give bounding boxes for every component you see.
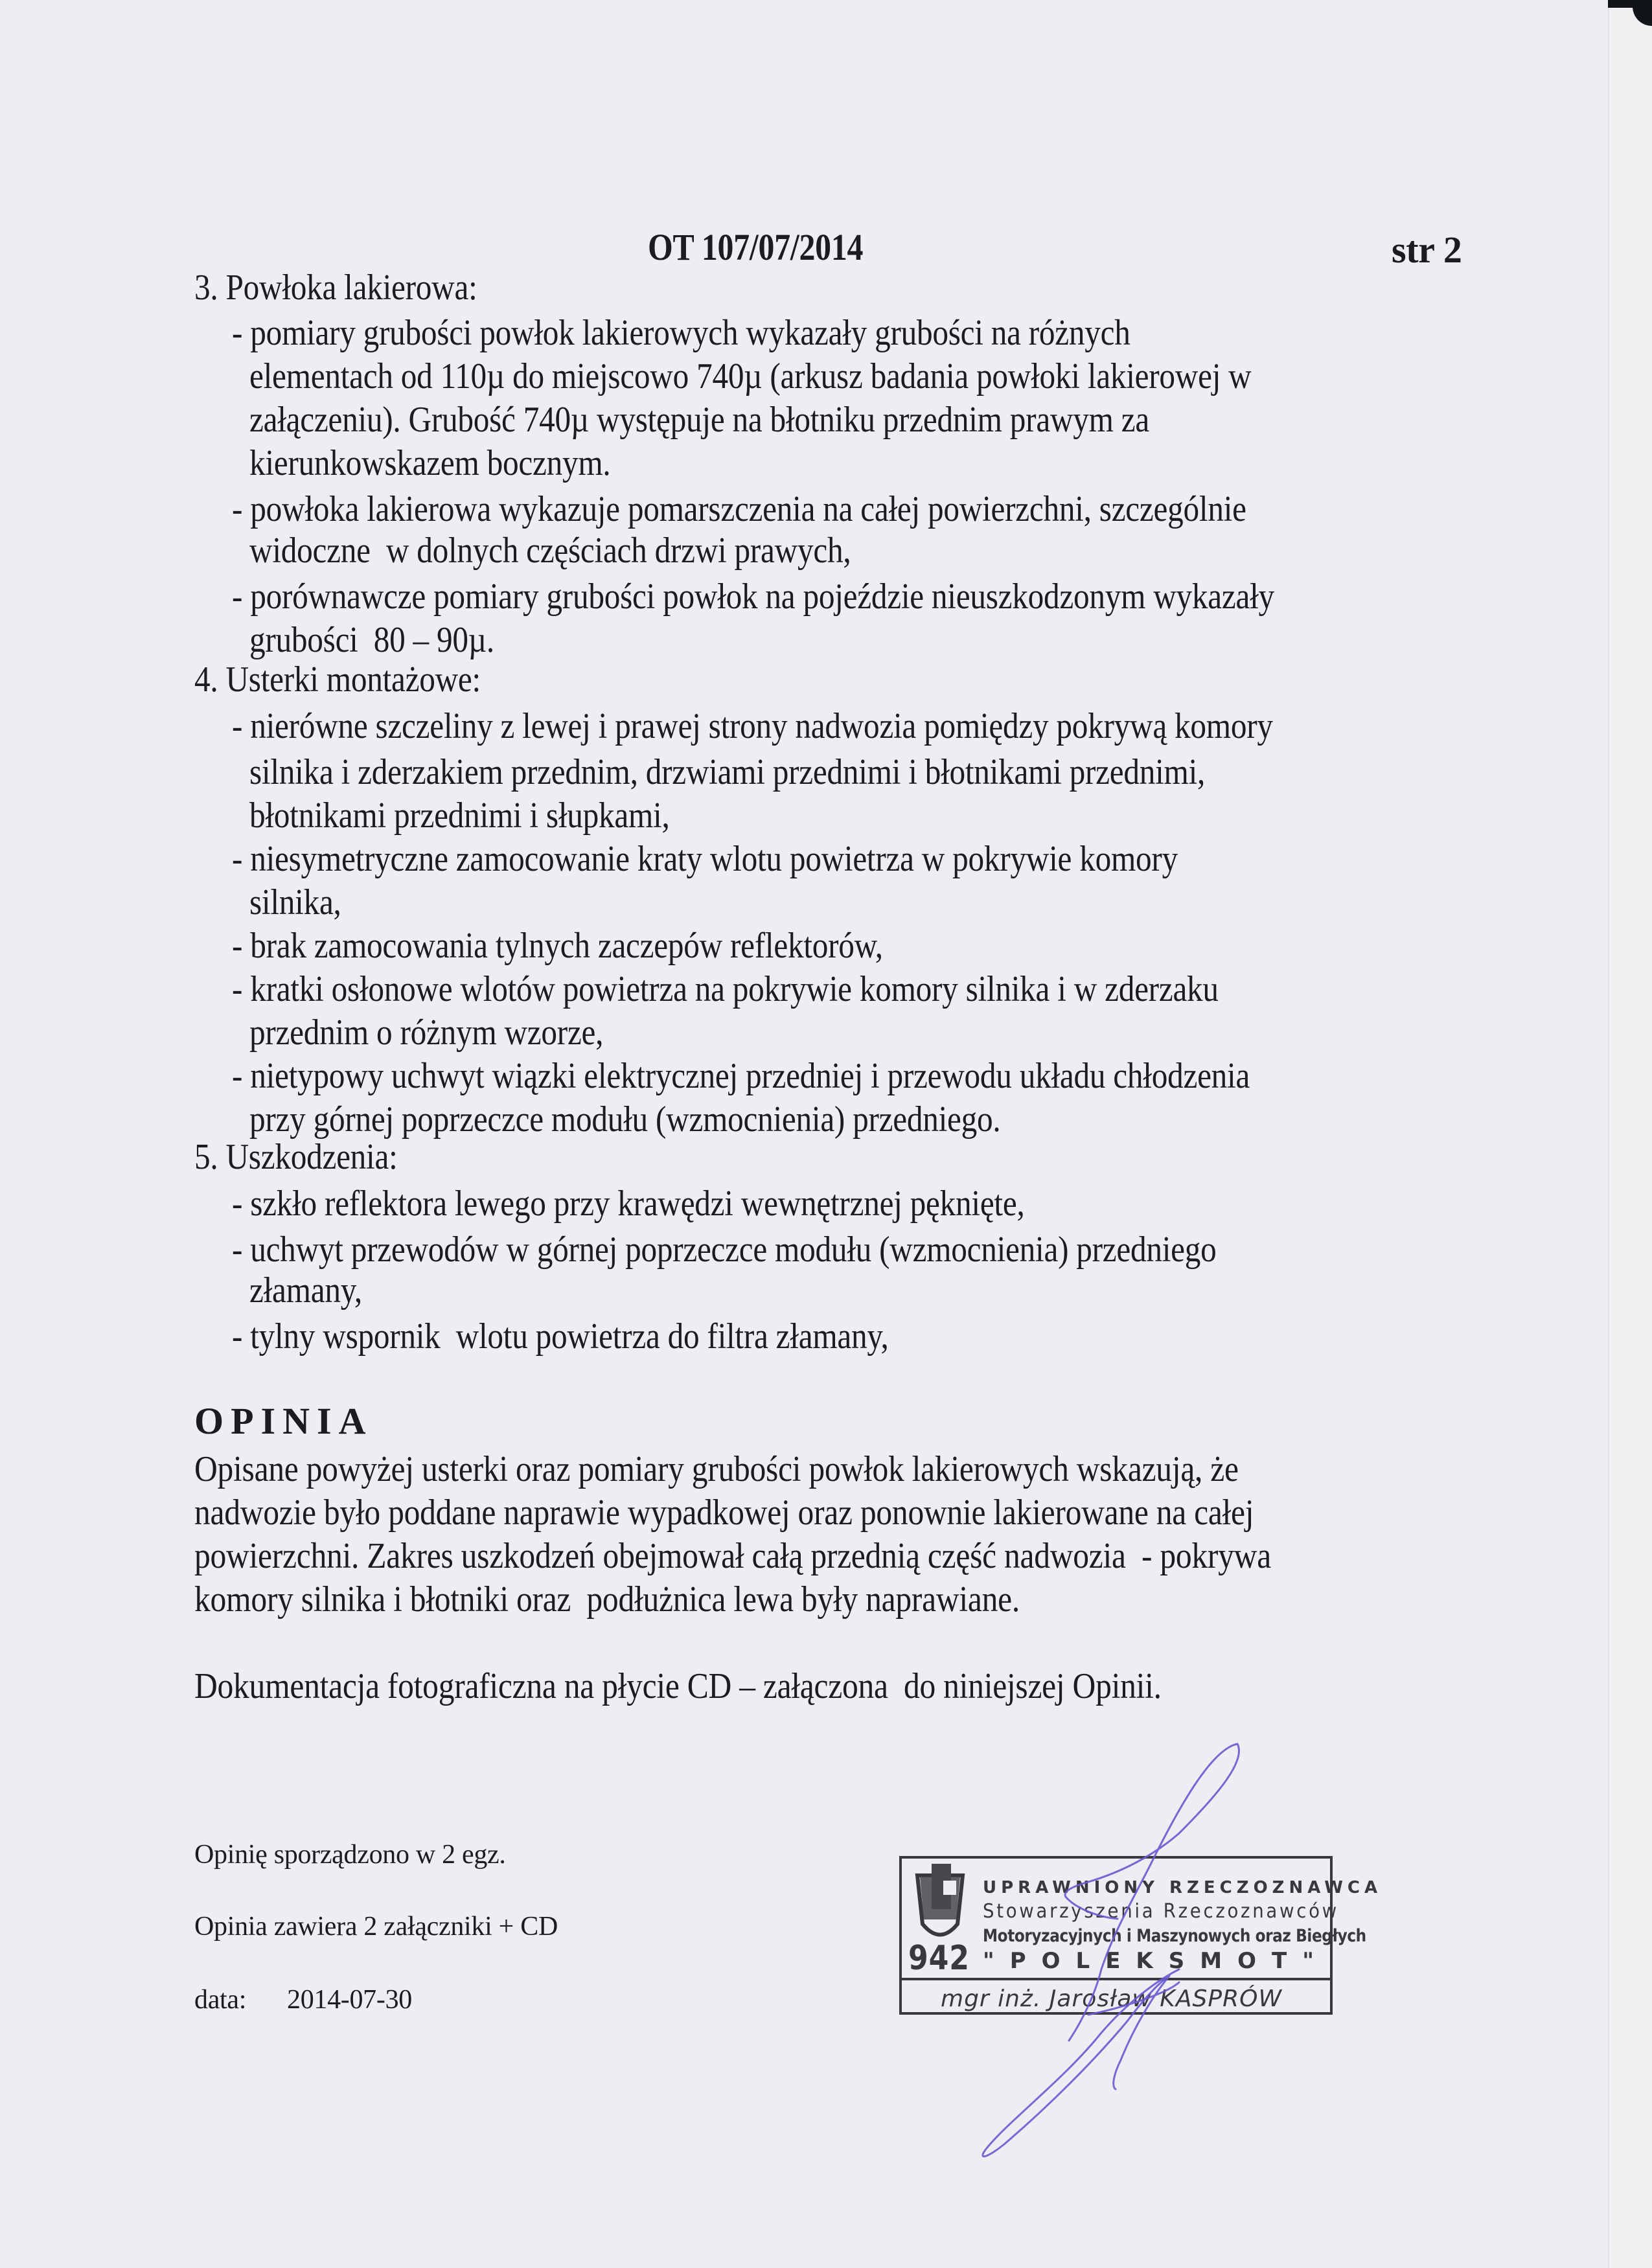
list-item-line: silnika, bbox=[249, 882, 341, 922]
association-logo-icon bbox=[911, 1862, 969, 1947]
opinion-line: nadwozie było poddane naprawie wypadkowej oraz ponownie lakierowane na całej bbox=[194, 1493, 1254, 1533]
page-number: str 2 bbox=[1392, 229, 1462, 271]
attachments-note: Opinia zawiera 2 załączniki + CD bbox=[194, 1912, 558, 1942]
scan-page-edge bbox=[1608, 0, 1652, 2268]
section-heading: 3. Powłoka lakierowa: bbox=[194, 268, 477, 308]
stamp-association-cont: Motoryzacyjnych i Maszynowych oraz Biegłych bbox=[983, 1926, 1366, 1946]
list-item-line: - tylny wspornik wlotu powietrza do filtra złamany, bbox=[232, 1316, 889, 1357]
stamp-association: Stowarzyszenia Rzeczoznawców bbox=[983, 1900, 1339, 1923]
list-item-line: - szkło reflektora lewego przy krawędzi wewnętrznej pęknięte, bbox=[232, 1184, 1025, 1224]
section-heading: 5. Uszkodzenia: bbox=[194, 1137, 398, 1177]
expert-stamp bbox=[899, 1856, 1382, 2015]
opinion-heading: OPINIA bbox=[194, 1400, 373, 1442]
list-item-line: grubości 80 – 90µ. bbox=[249, 620, 494, 660]
date-value: 2014-07-30 bbox=[287, 1985, 412, 2015]
list-item-line: - uchwyt przewodów w górnej poprzeczce modułu (wzmocnienia) przedniego bbox=[232, 1230, 1217, 1270]
list-item-line: - nietypowy uchwyt wiązki elektrycznej przedniej i przewodu układu chłodzenia bbox=[232, 1056, 1250, 1096]
list-item-line: - porównawcze pomiary grubości powłok na pojeździe nieuszkodzonym wykazały bbox=[232, 577, 1274, 617]
opinion-line: powierzchni. Zakres uszkodzeń obejmował całą przednią część nadwozia - pokrywa bbox=[194, 1536, 1271, 1576]
stamp-expert-name: mgr inż. Jarosław KASPRÓW bbox=[941, 1986, 1283, 2012]
list-item-line: - brak zamocowania tylnych zaczepów reflektorów, bbox=[232, 926, 883, 966]
list-item-line: - kratki osłonowe wlotów powietrza na pokrywie komory silnika i w zderzaku bbox=[232, 969, 1219, 1009]
list-item-line: błotnikami przednimi i słupkami, bbox=[249, 796, 670, 836]
list-item-line: złamany, bbox=[249, 1270, 362, 1311]
stamp-divider bbox=[902, 1978, 1330, 1980]
section-heading: 4. Usterki montażowe: bbox=[194, 659, 481, 700]
list-item-line: - niesymetryczne zamocowanie kraty wlotu powietrza w pokrywie komory bbox=[232, 839, 1178, 879]
list-item-line: przednim o różnym wzorze, bbox=[249, 1013, 604, 1053]
opinion-line: komory silnika i błotniki oraz podłużnica lewa były naprawiane. bbox=[194, 1579, 1020, 1620]
list-item-line: - nierówne szczeliny z lewej i prawej strony nadwozia pomiędzy pokrywą komory bbox=[232, 706, 1273, 746]
list-item-line: - powłoka lakierowa wykazuje pomarszczenia na całej powierzchni, szczególnie bbox=[232, 489, 1246, 529]
list-item-line: załączeniu). Grubość 740µ występuje na błotniku przednim prawym za bbox=[249, 400, 1149, 440]
copies-note: Opinię sporządzono w 2 egz. bbox=[194, 1840, 506, 1870]
list-item-line: kierunkowskazem bocznym. bbox=[249, 443, 611, 483]
stamp-organization: "POLEKSMOT" bbox=[983, 1948, 1329, 1974]
list-item-line: - pomiary grubości powłok lakierowych wykazały grubości na różnych bbox=[232, 313, 1130, 353]
stamp-number: 942 bbox=[908, 1939, 970, 1978]
date-label: data: bbox=[194, 1985, 247, 2015]
stamp-title: UPRAWNIONY RZECZOZNAWCA bbox=[983, 1878, 1382, 1897]
documentation-note: Dokumentacja fotograficzna na płycie CD – załączona do niniejszej Opinii. bbox=[194, 1666, 1162, 1706]
list-item-line: przy górnej poprzeczce modułu (wzmocnienia) przedniego. bbox=[249, 1099, 1001, 1140]
list-item-line: elementach od 110µ do miejscowo 740µ (arkusz badania powłoki lakierowej w bbox=[249, 356, 1252, 396]
list-item-line: silnika i zderzakiem przednim, drzwiami przednimi i błotnikami przednimi, bbox=[249, 752, 1206, 792]
document-number: OT 107/07/2014 bbox=[648, 226, 864, 268]
opinion-line: Opisane powyżej usterki oraz pomiary grubości powłok lakierowych wskazują, że bbox=[194, 1449, 1239, 1489]
list-item-line: widoczne w dolnych częściach drzwi prawych, bbox=[249, 531, 851, 571]
